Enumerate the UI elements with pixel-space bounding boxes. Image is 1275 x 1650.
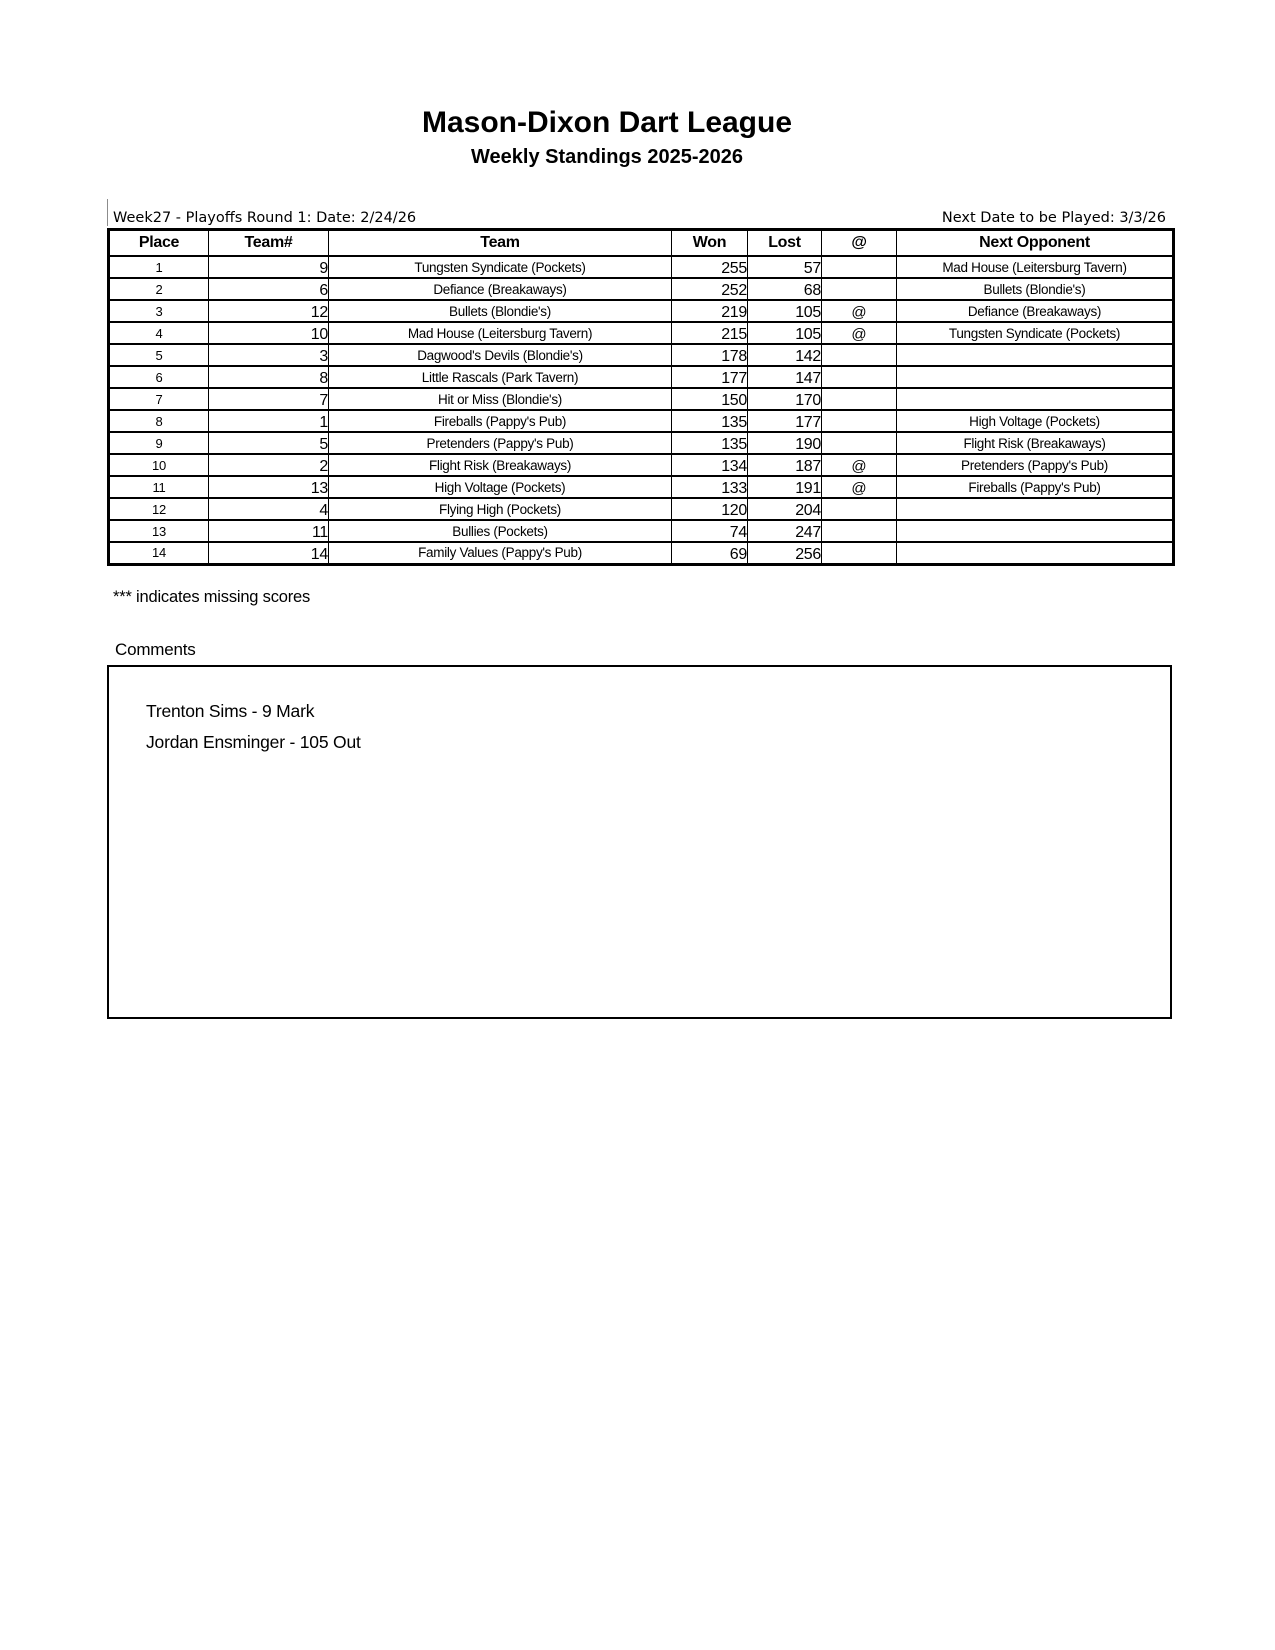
cell-next-opponent: Pretenders (Pappy's Pub) [897,454,1174,476]
table-row [109,520,1174,542]
cell-won: 69 [672,542,748,564]
comments-box [107,665,1172,1019]
standings-table [107,228,1175,566]
cell-next-opponent: Tungsten Syndicate (Pockets) [897,322,1174,344]
cell-lost: 142 [748,344,822,366]
cell-place: 6 [109,366,209,388]
cell-team: Bullies (Pockets) [329,520,672,542]
table-row [109,410,1174,432]
cell-lost: 170 [748,388,822,410]
cell-at [822,344,897,366]
cell-team-number: 10 [209,322,329,344]
cell-team: Defiance (Breakaways) [329,278,672,300]
column-header-team-number: Team# [209,230,329,257]
page-subtitle: Weekly Standings 2025-2026 [471,146,743,168]
comment-line: Trenton Sims - 9 Mark [146,701,315,721]
cell-place: 11 [109,476,209,498]
missing-scores-note: *** indicates missing scores [113,588,311,606]
cell-place: 4 [109,322,209,344]
cell-won: 135 [672,410,748,432]
comments-label: Comments [115,640,196,659]
column-header-next-opponent: Next Opponent [897,230,1174,257]
standings-body [109,256,1174,564]
cell-won: 120 [672,498,748,520]
cell-won: 215 [672,322,748,344]
cell-next-opponent: High Voltage (Pockets) [897,410,1174,432]
column-header-place: Place [109,230,209,257]
table-row [109,542,1174,564]
cell-lost: 204 [748,498,822,520]
cell-won: 134 [672,454,748,476]
cell-team: Hit or Miss (Blondie's) [329,388,672,410]
cell-next-opponent: Bullets (Blondie's) [897,278,1174,300]
cell-lost: 256 [748,542,822,564]
cell-team: High Voltage (Pockets) [329,476,672,498]
cell-team: Little Rascals (Park Tavern) [329,366,672,388]
table-row [109,300,1174,322]
cell-team-number: 2 [209,454,329,476]
table-row [109,498,1174,520]
cell-at: @ [822,454,897,476]
cell-team: Pretenders (Pappy's Pub) [329,432,672,454]
cell-team: Fireballs (Pappy's Pub) [329,410,672,432]
cell-team-number: 6 [209,278,329,300]
cell-team-number: 13 [209,476,329,498]
cell-team: Flight Risk (Breakaways) [329,454,672,476]
cell-place: 14 [109,542,209,564]
cell-won: 150 [672,388,748,410]
cell-won: 74 [672,520,748,542]
cell-won: 219 [672,300,748,322]
table-row [109,278,1174,300]
cell-place: 5 [109,344,209,366]
cell-next-opponent [897,542,1174,564]
cell-team-number: 14 [209,542,329,564]
cell-at [822,432,897,454]
cell-won: 177 [672,366,748,388]
cell-next-opponent [897,344,1174,366]
cell-team-number: 11 [209,520,329,542]
cell-place: 10 [109,454,209,476]
cell-team: Tungsten Syndicate (Pockets) [329,256,672,278]
standings-header [109,230,1174,257]
column-header-won: Won [672,230,748,257]
title-block [40,106,1174,169]
cell-next-opponent [897,520,1174,542]
table-row [109,256,1174,278]
cell-next-opponent: Flight Risk (Breakaways) [897,432,1174,454]
cell-team-number: 1 [209,410,329,432]
cell-team-number: 5 [209,432,329,454]
page-title: Mason-Dixon Dart League [421,106,793,139]
cell-place: 2 [109,278,209,300]
cell-at [822,520,897,542]
cell-team-number: 12 [209,300,329,322]
comment-line: Jordan Ensminger - 105 Out [146,732,361,752]
cell-place: 9 [109,432,209,454]
cell-team: Family Values (Pappy's Pub) [329,542,672,564]
cell-at: @ [822,322,897,344]
cell-lost: 191 [748,476,822,498]
table-row [109,476,1174,498]
cell-lost: 190 [748,432,822,454]
cell-place: 13 [109,520,209,542]
cell-won: 178 [672,344,748,366]
table-row [109,388,1174,410]
table-row [109,432,1174,454]
cell-lost: 68 [748,278,822,300]
cell-at [822,256,897,278]
cell-at [822,498,897,520]
cell-place: 3 [109,300,209,322]
cell-next-opponent: Mad House (Leitersburg Tavern) [897,256,1174,278]
cell-won: 252 [672,278,748,300]
cell-next-opponent [897,498,1174,520]
cell-place: 1 [109,256,209,278]
cell-at: @ [822,300,897,322]
cell-won: 255 [672,256,748,278]
cell-at [822,366,897,388]
table-row [109,454,1174,476]
cell-team: Mad House (Leitersburg Tavern) [329,322,672,344]
table-row [109,344,1174,366]
cell-lost: 105 [748,300,822,322]
cell-next-opponent: Defiance (Breakaways) [897,300,1174,322]
column-header-team: Team [329,230,672,257]
cell-team-number: 9 [209,256,329,278]
column-header-lost: Lost [748,230,822,257]
cell-place: 12 [109,498,209,520]
cell-lost: 147 [748,366,822,388]
cell-team: Flying High (Pockets) [329,498,672,520]
column-header-at: @ [822,230,897,257]
cell-team-number: 3 [209,344,329,366]
cell-team: Bullets (Blondie's) [329,300,672,322]
cell-next-opponent: Fireballs (Pappy's Pub) [897,476,1174,498]
cell-lost: 57 [748,256,822,278]
cell-next-opponent [897,366,1174,388]
table-row [109,322,1174,344]
table-row [109,366,1174,388]
cell-lost: 187 [748,454,822,476]
week-info-row [107,199,1166,226]
cell-at [822,388,897,410]
cell-at [822,542,897,564]
cell-team-number: 8 [209,366,329,388]
cell-place: 8 [109,410,209,432]
cell-team: Dagwood's Devils (Blondie's) [329,344,672,366]
cell-next-opponent [897,388,1174,410]
cell-won: 135 [672,432,748,454]
cell-lost: 247 [748,520,822,542]
cell-place: 7 [109,388,209,410]
next-date-label: Next Date to be Played: 3/3/26 [941,210,1166,226]
cell-at: @ [822,476,897,498]
cell-lost: 105 [748,322,822,344]
week-label: Week27 - Playoffs Round 1: Date: 2/24/26 [113,210,417,226]
cell-lost: 177 [748,410,822,432]
cell-at [822,410,897,432]
cell-won: 133 [672,476,748,498]
cell-team-number: 4 [209,498,329,520]
header-row [109,230,1174,257]
cell-team-number: 7 [209,388,329,410]
cell-at [822,278,897,300]
